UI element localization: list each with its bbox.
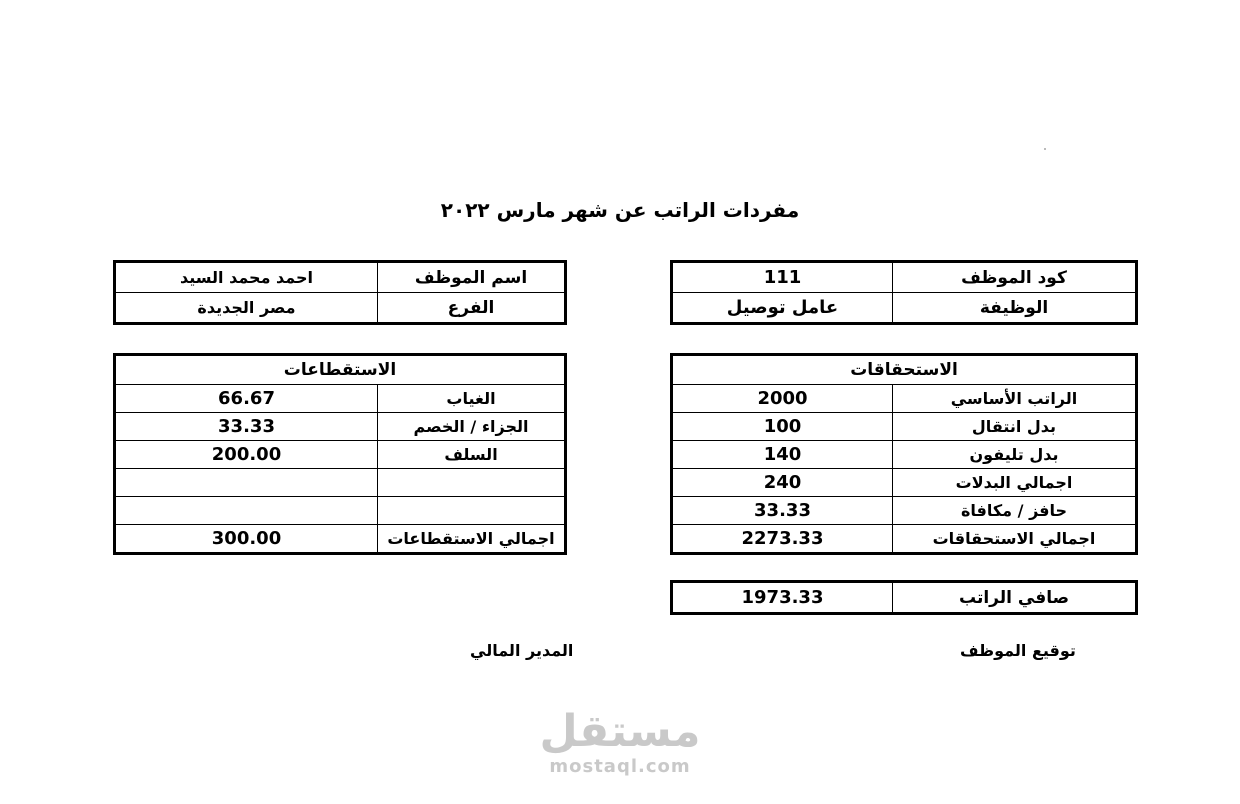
- employee-signature-label: توقيع الموظف: [960, 641, 1076, 660]
- table-row: [672, 385, 1137, 413]
- deductions-header: الاستقطاعات: [115, 355, 566, 385]
- deductions-row-label: الجزاء / الخصم: [378, 413, 566, 441]
- table-row: [115, 413, 566, 441]
- earnings-header: الاستحقاقات: [672, 355, 1137, 385]
- table-row: [672, 525, 1137, 554]
- earnings-row-label: حافز / مكافاة: [893, 497, 1137, 525]
- earnings-row-label: بدل انتقال: [893, 413, 1137, 441]
- branch-value: مصر الجديدة: [115, 293, 378, 324]
- table-row: [115, 469, 566, 497]
- table-row: [115, 525, 566, 554]
- job-value: عامل توصيل: [672, 293, 893, 324]
- deductions-row-value: 33.33: [115, 413, 378, 441]
- earnings-row-value: 33.33: [672, 497, 893, 525]
- table-row: [672, 413, 1137, 441]
- employee-code-value: 111: [672, 262, 893, 293]
- net-salary-table: [670, 580, 1138, 615]
- watermark-latin: mostaql.com: [549, 756, 691, 777]
- employee-code-job-table: [670, 260, 1138, 325]
- deductions-row-label: [378, 497, 566, 525]
- table-row: [672, 441, 1137, 469]
- job-label: الوظيفة: [893, 293, 1137, 324]
- net-salary-value: 1973.33: [672, 582, 893, 614]
- employee-name-branch-table: [113, 260, 567, 325]
- earnings-row-value: 140: [672, 441, 893, 469]
- earnings-row-label: الراتب الأساسي: [893, 385, 1137, 413]
- watermark-arabic: مستقل: [539, 706, 701, 757]
- employee-code-label: كود الموظف: [893, 262, 1137, 293]
- table-row: [115, 441, 566, 469]
- earnings-row-label: اجمالي البدلات: [893, 469, 1137, 497]
- branch-label: الفرع: [378, 293, 566, 324]
- deductions-row-label: السلف: [378, 441, 566, 469]
- earnings-row-value: 240: [672, 469, 893, 497]
- earnings-row-value: 2000: [672, 385, 893, 413]
- table-row: [115, 497, 566, 525]
- deductions-total-label: اجمالي الاستقطاعات: [378, 525, 566, 554]
- deductions-row-label: الغياب: [378, 385, 566, 413]
- page-title: مفردات الراتب عن شهر مارس ٢٠٢٢: [440, 198, 800, 222]
- finance-manager-signature-label: المدير المالي: [470, 641, 574, 660]
- net-salary-label: صافي الراتب: [893, 582, 1137, 614]
- earnings-total-label: اجمالي الاستحقاقات: [893, 525, 1137, 554]
- table-row: [672, 497, 1137, 525]
- earnings-row-value: 100: [672, 413, 893, 441]
- deductions-table: [113, 353, 567, 555]
- table-row: [115, 385, 566, 413]
- deductions-row-value: [115, 497, 378, 525]
- mostaql-watermark-logo: [520, 708, 720, 777]
- earnings-row-label: بدل تليفون: [893, 441, 1137, 469]
- table-row: [672, 469, 1137, 497]
- employee-name-value: احمد محمد السيد: [115, 262, 378, 293]
- earnings-table: [670, 353, 1138, 555]
- earnings-total-value: 2273.33: [672, 525, 893, 554]
- scan-speck: [1044, 148, 1046, 150]
- deductions-total-value: 300.00: [115, 525, 378, 554]
- deductions-row-value: [115, 469, 378, 497]
- deductions-row-value: 200.00: [115, 441, 378, 469]
- deductions-row-label: [378, 469, 566, 497]
- deductions-row-value: 66.67: [115, 385, 378, 413]
- employee-name-label: اسم الموظف: [378, 262, 566, 293]
